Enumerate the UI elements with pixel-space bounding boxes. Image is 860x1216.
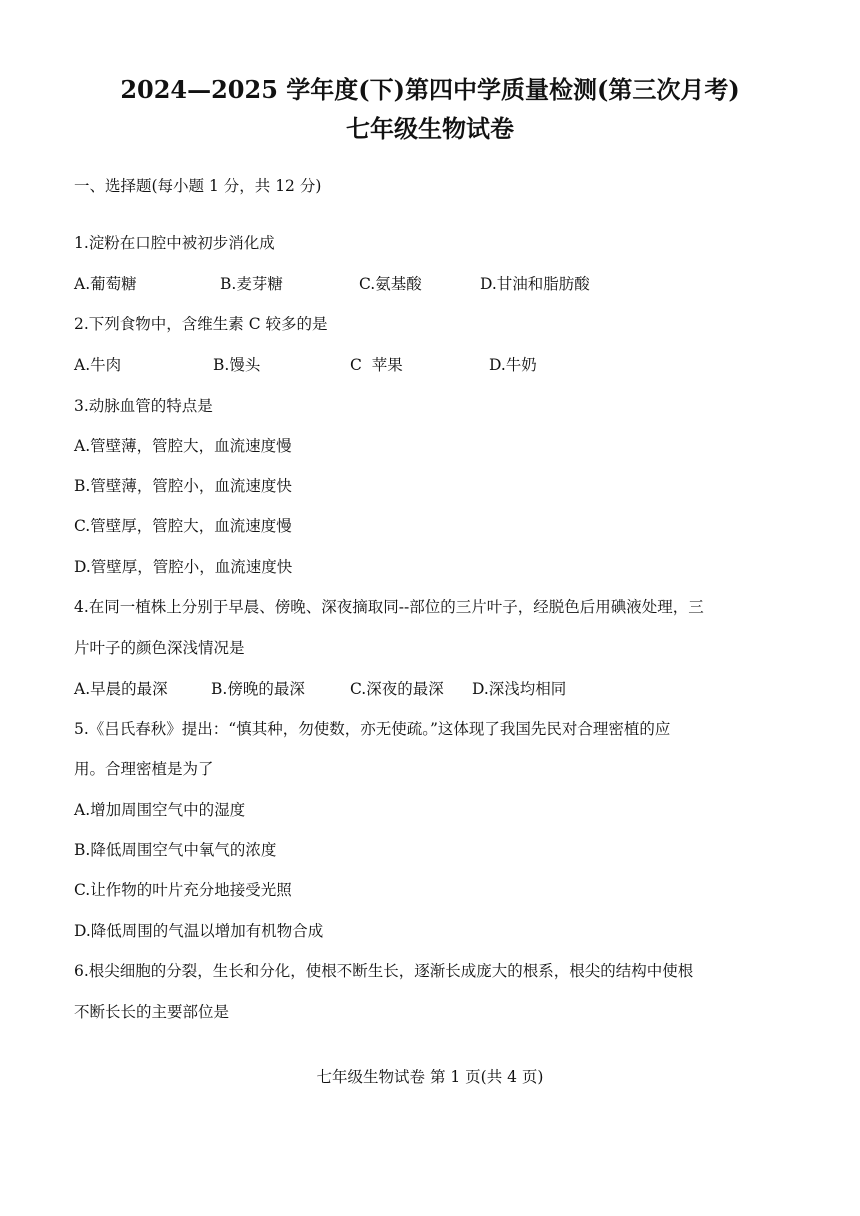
question-4-option-d: D.深浅均相同 — [472, 680, 567, 698]
question-5-option-d: D.降低周围的气温以增加有机物合成 — [74, 922, 324, 940]
question-2-option-d: D.牛奶 — [489, 356, 537, 374]
question-1-stem: 1.淀粉在口腔中被初步消化成 — [74, 234, 275, 252]
question-1-option-b: B.麦芽糖 — [220, 275, 283, 293]
question-1-option-a: A.葡萄糖 — [74, 275, 137, 293]
question-6-stem-line2: 不断长长的主要部位是 — [74, 1003, 230, 1021]
question-3-option-c: C.管壁厚，管腔大，血流速度慢 — [74, 517, 292, 535]
question-3-option-b: B.管壁薄，管腔小，血流速度快 — [74, 477, 292, 495]
question-3-stem: 3.动脉血管的特点是 — [74, 397, 213, 415]
question-4-option-a: A.早晨的最深 — [74, 680, 168, 698]
question-2-option-b: B.馒头 — [213, 356, 261, 374]
question-2-stem: 2.下列食物中，含维生素 C 较多的是 — [74, 315, 328, 333]
question-4-stem-line1: 4.在同一植株上分别于早晨、傍晚、深夜摘取同--部位的三片叶子，经脱色后用碘液处理，三 — [74, 598, 704, 616]
question-1-option-d: D.甘油和脂肪酸 — [480, 275, 590, 293]
question-1-option-c: C.氨基酸 — [359, 275, 422, 293]
question-4-option-c: C.深夜的最深 — [350, 680, 444, 698]
question-5-stem-line2: 用。合理密植是为了 — [74, 760, 214, 778]
section-heading: 一、选择题(每小题 1 分，共 12 分) — [74, 177, 322, 195]
question-6-stem-line1: 6.根尖细胞的分裂，生长和分化，使根不断生长，逐渐长成庞大的根系，根尖的结构中使根 — [74, 962, 694, 980]
question-5-stem-line1: 5.《吕氏春秋》提出：“慎其种，勿使数，亦无使疏。”这体现了我国先民对合理密植的应 — [74, 720, 671, 738]
question-4-stem-line2: 片叶子的颜色深浅情况是 — [74, 639, 245, 657]
exam-subtitle: 七年级生物试卷 — [346, 114, 514, 143]
question-4-option-b: B.傍晚的最深 — [211, 680, 305, 698]
exam-title: 2024—2025 学年度(下)第四中学质量检测(第三次月考) — [120, 75, 740, 104]
question-3-option-a: A.管壁薄，管腔大，血流速度慢 — [74, 437, 292, 455]
page-footer: 七年级生物试卷 第 1 页(共 4 页) — [316, 1068, 544, 1086]
question-5-option-a: A.增加周围空气中的湿度 — [74, 801, 246, 819]
question-2-option-c: C 苹果 — [350, 356, 403, 374]
question-3-option-d: D.管壁厚，管腔小，血流速度快 — [74, 558, 293, 576]
question-5-option-b: B.降低周围空气中氧气的浓度 — [74, 841, 277, 859]
question-5-option-c: C.让作物的叶片充分地接受光照 — [74, 881, 292, 899]
question-2-option-a: A.牛肉 — [74, 356, 122, 374]
